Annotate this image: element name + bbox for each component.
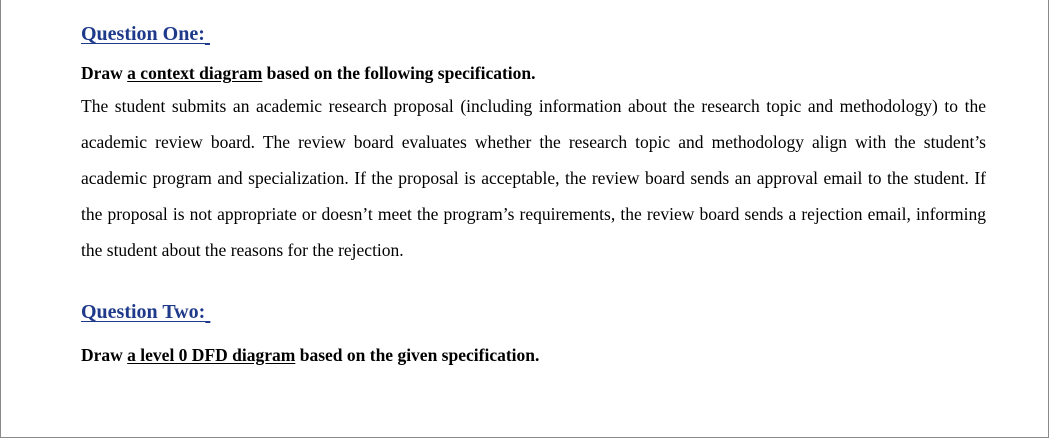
question-one-instruction (81, 58, 986, 88)
question-two-instruction-suffix: based on the given specification. (295, 345, 540, 365)
question-one-instruction-underlined: a context diagram (127, 63, 263, 83)
question-two-instruction-underlined: a level 0 DFD diagram (127, 345, 296, 365)
question-two-instruction (81, 340, 986, 370)
question-one-instruction-prefix: Draw (81, 63, 128, 83)
question-two-heading-text: Question Two: (81, 301, 206, 323)
document-content (81, 18, 986, 370)
question-one-heading (81, 18, 986, 50)
question-two-instruction-prefix: Draw (81, 345, 128, 365)
question-one-instruction-suffix: based on the following specification. (262, 63, 536, 83)
question-two-heading (81, 296, 986, 328)
question-one-specification: The student submits an academic research proposal (including information about the research topic and methodology) to the academic review board. The review board evaluates whether the research topic and methodology align with the student’s academic program and specialization. If the proposal is acceptable, the review board sends an approval email to the student. If the proposal is not appropriate or doesn’t meet the program’s requirements, the review board sends a rejection email, informing the student about the reasons for the rejection. (81, 96, 986, 260)
question-one-heading-text: Question One: (81, 23, 205, 45)
